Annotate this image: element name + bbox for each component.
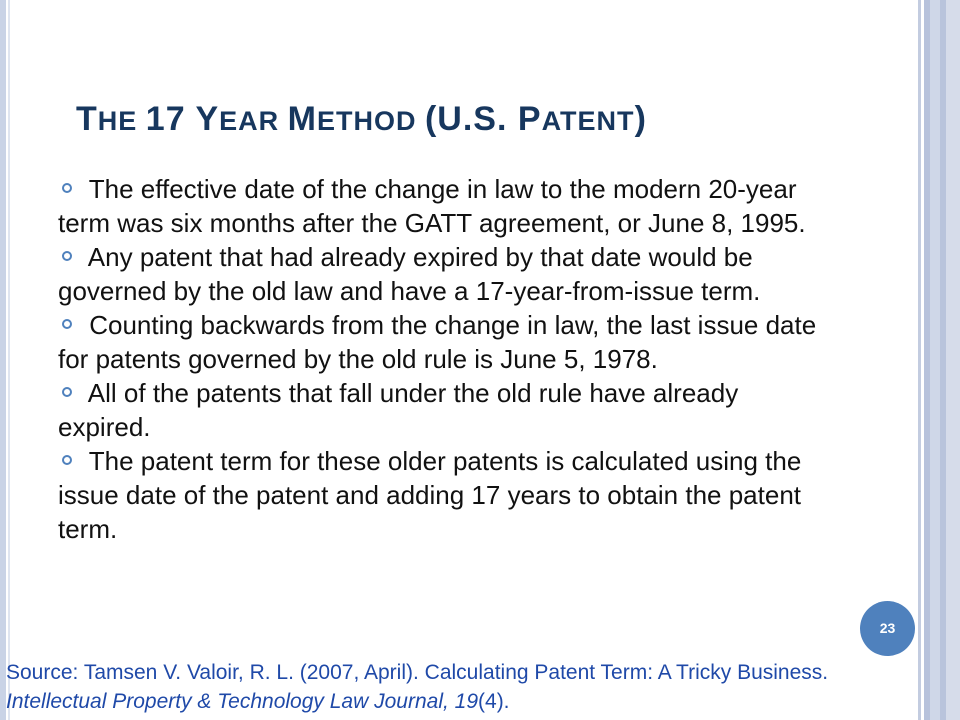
title-part: EAR: [219, 106, 288, 136]
title-part: 17 Y: [145, 100, 220, 138]
title-part: (U.S. P: [424, 100, 542, 138]
ring-bullet-icon: [62, 387, 72, 397]
title-part: HE: [97, 106, 146, 136]
bullet-text: The effective date of the change in law to the modern 20-year term was six months after the GATT agreement, or June 8, 1995.: [58, 174, 806, 238]
title-part: ): [634, 100, 647, 138]
bullet-item: [58, 240, 818, 308]
title-part: M: [287, 100, 317, 138]
ring-bullet-icon: [62, 183, 72, 193]
bullet-item: [58, 376, 818, 444]
source-prefix: Source: Tamsen V. Valoir, R. L. (2007, April). Calculating Patent Term: A Tricky Business.: [6, 661, 829, 684]
bullet-text: Counting backwards from the change in law, the last issue date for patents governed by the old rule is June 5, 1978.: [58, 310, 817, 374]
source-journal: Intellectual Property & Technology Law Journal, 19: [6, 690, 479, 713]
bullet-list: [58, 172, 818, 546]
slide-title: [76, 100, 647, 139]
title-part: T: [76, 100, 98, 138]
bullet-item: [58, 308, 818, 376]
source-citation: [6, 658, 866, 716]
page-number-badge: 23: [860, 601, 915, 656]
bullet-text: Any patent that had already expired by that date would be governed by the old law and have a 17-year-from-issue term.: [58, 242, 761, 306]
left-border-decoration: [0, 0, 6, 720]
bullet-text: All of the patents that fall under the old rule have already expired.: [58, 378, 739, 442]
title-part: ETHOD: [316, 106, 425, 136]
ring-bullet-icon: [62, 319, 72, 329]
bullet-item: [58, 444, 818, 546]
ring-bullet-icon: [62, 455, 72, 465]
ring-bullet-icon: [62, 251, 72, 261]
bullet-item: [58, 172, 818, 240]
bullet-text: The patent term for these older patents is calculated using the issue date of the patent and adding 17 years to obtain the patent term.: [58, 446, 802, 544]
right-border-decoration: [916, 0, 960, 720]
title-part: ATENT: [541, 106, 635, 136]
source-suffix: (4).: [478, 690, 510, 713]
left-border-line: [8, 0, 10, 720]
